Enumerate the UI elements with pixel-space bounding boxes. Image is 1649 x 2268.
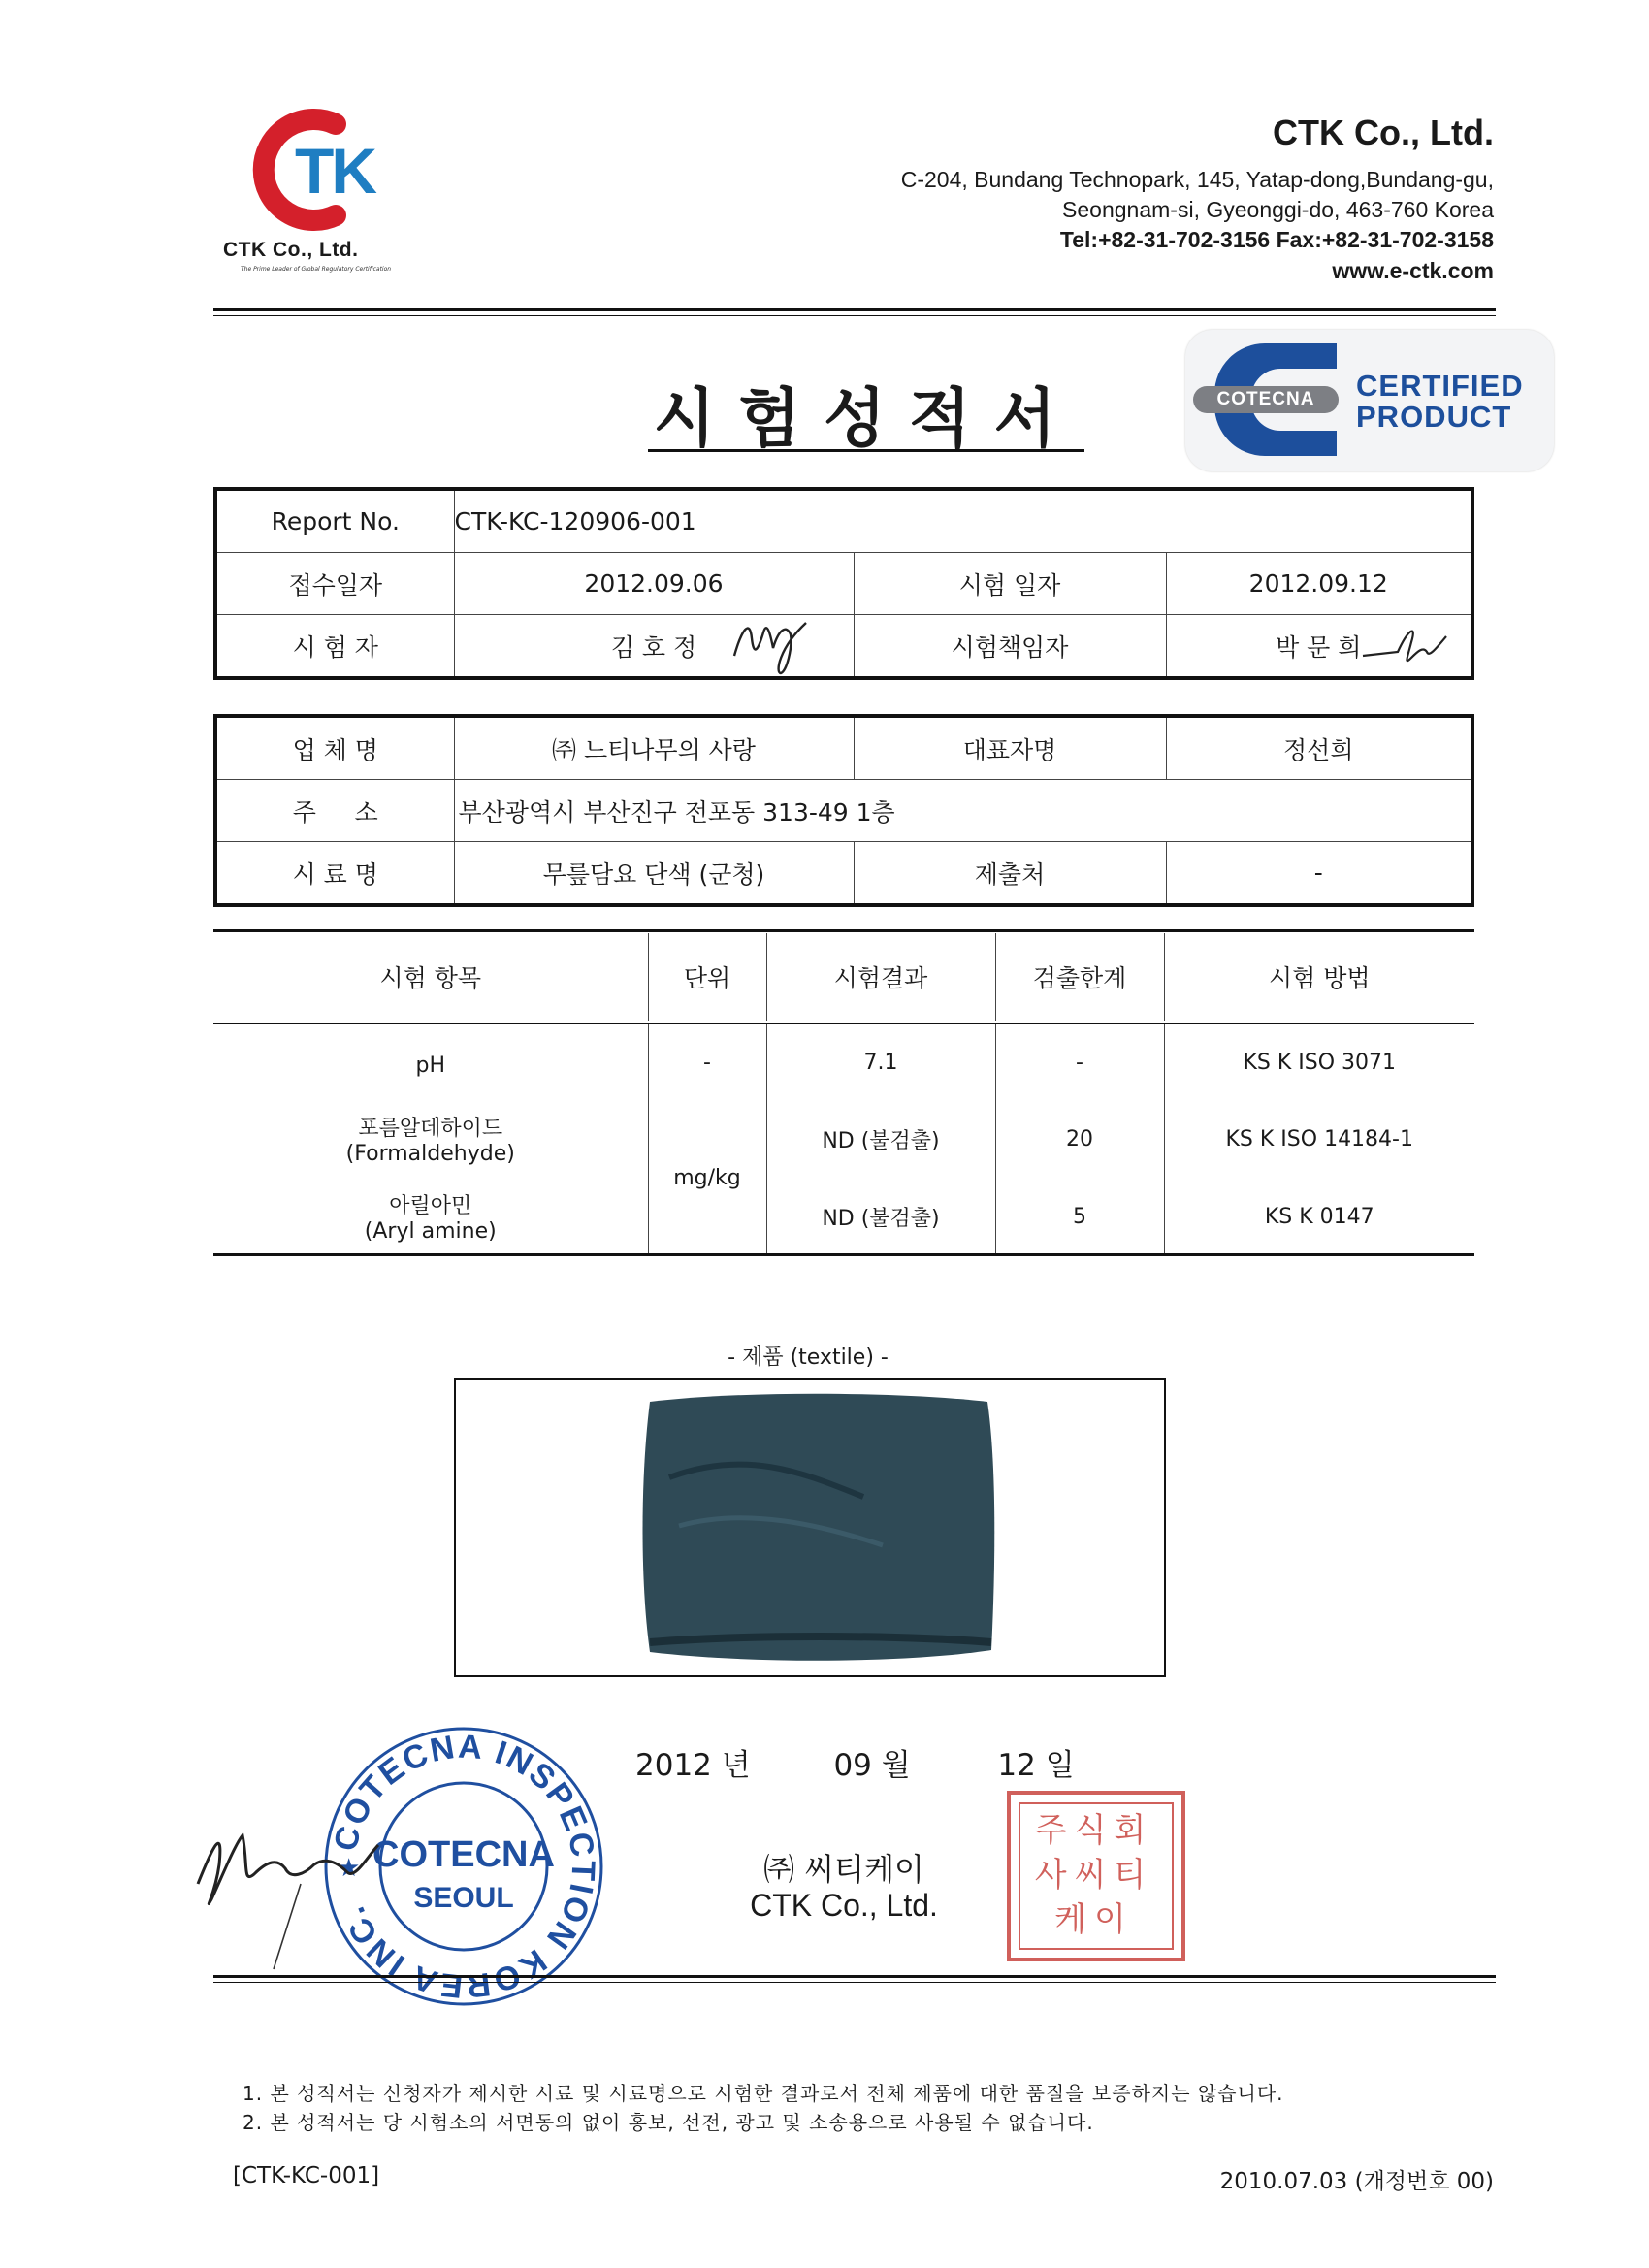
ceo-value: 정선희 bbox=[1166, 716, 1472, 780]
logo-tagline: The Prime Leader of Global Regulatory Certification bbox=[241, 266, 392, 273]
test-date: 2012.09.12 bbox=[1166, 553, 1472, 615]
company-red-seal bbox=[1007, 1791, 1185, 1961]
row-method: KS K ISO 14184-1 bbox=[1164, 1100, 1474, 1178]
tester-label: 시 험 자 bbox=[215, 615, 454, 679]
revision-info: 2010.07.03 (개정번호 00) bbox=[1219, 2169, 1494, 2194]
row-item-name: 포름알데하이드 bbox=[358, 1117, 503, 1141]
logo-company-name: CTK Co., Ltd. bbox=[223, 239, 359, 261]
receipt-date-label: 접수일자 bbox=[215, 553, 454, 615]
receipt-date: 2012.09.06 bbox=[454, 553, 854, 615]
row-item-name: pH bbox=[415, 1053, 445, 1078]
report-no: CTK-KC-120906-001 bbox=[454, 507, 696, 535]
certified-product-badge bbox=[1185, 330, 1554, 471]
header-limit: 검출한계 bbox=[995, 933, 1164, 1022]
company-label: 업 체 명 bbox=[215, 716, 454, 780]
row-limit: 20 bbox=[995, 1100, 1164, 1178]
results-top-rule bbox=[213, 929, 1474, 932]
header-test-item: 시험 항목 bbox=[379, 964, 482, 992]
header-unit: 단위 bbox=[648, 933, 766, 1022]
footer-rule-thin bbox=[213, 1982, 1496, 1983]
note-2: 2. 본 성적서는 당 시험소의 서면동의 없이 홍보, 선전, 광고 및 소송용으로 사용될 수 없습니다. bbox=[242, 2111, 1094, 2134]
results-table bbox=[213, 933, 1474, 1255]
row-item bbox=[213, 1022, 648, 1100]
document-title: 시험성적서 bbox=[653, 381, 1080, 456]
row-item bbox=[213, 1100, 648, 1178]
header-method: 시험 방법 bbox=[1164, 933, 1474, 1022]
address-line-1: C-204, Bundang Technopark, 145, Yatap-dong,Bundang-gu, bbox=[900, 167, 1494, 192]
table-row bbox=[213, 1100, 1474, 1178]
row-item-name-en: (Formaldehyde) bbox=[345, 1142, 515, 1166]
issue-day-unit: 일 bbox=[1045, 1748, 1075, 1783]
row-limit: 5 bbox=[995, 1178, 1164, 1255]
ctk-logo bbox=[239, 107, 394, 233]
manager-name: 박 문 희 bbox=[1276, 632, 1362, 662]
issuer-name-ko: ㈜ 씨티케이 bbox=[763, 1851, 924, 1888]
note-1: 1. 본 성적서는 신청자가 제시한 시료 및 시료명으로 시험한 결과로서 전체 제품에 대한 품질을 보증하지는 않습니다. bbox=[242, 2082, 1284, 2105]
manager-signature-icon bbox=[1359, 619, 1456, 673]
stamp-brand: COTECNA bbox=[372, 1834, 555, 1875]
address-value: 부산광역시 부산진구 전포동 313-49 1층 bbox=[454, 780, 1472, 842]
sample-label: 시 료 명 bbox=[215, 842, 454, 906]
row-limit: - bbox=[995, 1022, 1164, 1100]
results-bottom-rule bbox=[213, 1253, 1474, 1256]
issue-date bbox=[635, 1740, 1075, 1784]
row-item-name-en: (Aryl amine) bbox=[364, 1219, 497, 1244]
manager-label: 시험책임자 bbox=[854, 615, 1166, 679]
sample-value: 무릎담요 단색 (군청) bbox=[454, 842, 854, 906]
badge-line-1: CERTIFIED bbox=[1356, 369, 1524, 403]
website: www.e-ctk.com bbox=[1332, 258, 1494, 283]
issue-day: 12 bbox=[997, 1748, 1036, 1783]
badge-line-2: PRODUCT bbox=[1356, 400, 1512, 434]
product-photo-frame bbox=[454, 1378, 1166, 1677]
report-no-label: Report No. bbox=[215, 489, 454, 553]
report-no-value bbox=[454, 489, 1472, 553]
title-underline bbox=[648, 449, 1084, 452]
row-unit: - bbox=[648, 1022, 766, 1100]
row-item-name: 아릴아민 bbox=[389, 1194, 472, 1218]
table-row bbox=[213, 1022, 1474, 1100]
issue-year-unit: 년 bbox=[721, 1748, 751, 1783]
table-row bbox=[213, 1178, 1474, 1255]
header-result: 시험결과 bbox=[766, 933, 995, 1022]
issue-year: 2012 bbox=[635, 1748, 712, 1783]
header-rule bbox=[213, 308, 1496, 311]
row-method: KS K 0147 bbox=[1164, 1178, 1474, 1255]
company-value: ㈜ 느티나무의 사랑 bbox=[454, 716, 854, 780]
report-info-table bbox=[213, 487, 1474, 680]
contact-line: Tel:+82-31-702-3156 Fax:+82-31-702-3158 bbox=[1059, 227, 1494, 252]
footer-rule bbox=[213, 1975, 1496, 1978]
stamp-city: SEOUL bbox=[413, 1882, 514, 1914]
manager-cell bbox=[1166, 615, 1472, 679]
row-result: 7.1 bbox=[766, 1022, 995, 1100]
tester-cell bbox=[454, 615, 854, 679]
address-label: 주 소 bbox=[215, 780, 454, 842]
form-code: [CTK-KC-001] bbox=[233, 2163, 380, 2188]
submitter-value: - bbox=[1166, 842, 1472, 906]
textile-swatch-icon bbox=[456, 1380, 1164, 1675]
company-info-table bbox=[213, 714, 1474, 907]
issue-month-unit: 월 bbox=[881, 1748, 911, 1783]
badge-brand: COTECNA bbox=[1193, 386, 1339, 413]
issuer-name-en: CTK Co., Ltd. bbox=[750, 1888, 938, 1923]
tester-name: 김 호 정 bbox=[610, 632, 697, 662]
issue-month: 09 bbox=[833, 1748, 872, 1783]
logo-letters: TK bbox=[295, 135, 374, 207]
row-unit: mg/kg bbox=[648, 1100, 766, 1255]
product-caption: - 제품 (textile) - bbox=[728, 1345, 889, 1370]
stamp-ring-text: COTECNA INSPECTION KOREA INC. bbox=[326, 1728, 602, 2005]
company-name: CTK Co., Ltd. bbox=[1273, 113, 1494, 152]
inspector-signature-icon bbox=[184, 1787, 436, 1981]
header-rule-thin bbox=[213, 315, 1496, 316]
address-line-2: Seongnam-si, Gyeonggi-do, 463-760 Korea bbox=[1062, 197, 1494, 222]
tester-signature-icon bbox=[728, 609, 816, 677]
row-item bbox=[213, 1178, 648, 1255]
test-date-label: 시험 일자 bbox=[854, 553, 1166, 615]
ceo-label: 대표자명 bbox=[854, 716, 1166, 780]
row-result: ND (불검출) bbox=[766, 1100, 995, 1178]
submitter-label: 제출처 bbox=[854, 842, 1166, 906]
row-result: ND (불검출) bbox=[766, 1178, 995, 1255]
row-method: KS K ISO 3071 bbox=[1164, 1022, 1474, 1100]
seal-text: 주식회사씨티케이 bbox=[1034, 1811, 1154, 1939]
svg-text:★: ★ bbox=[338, 1854, 361, 1883]
